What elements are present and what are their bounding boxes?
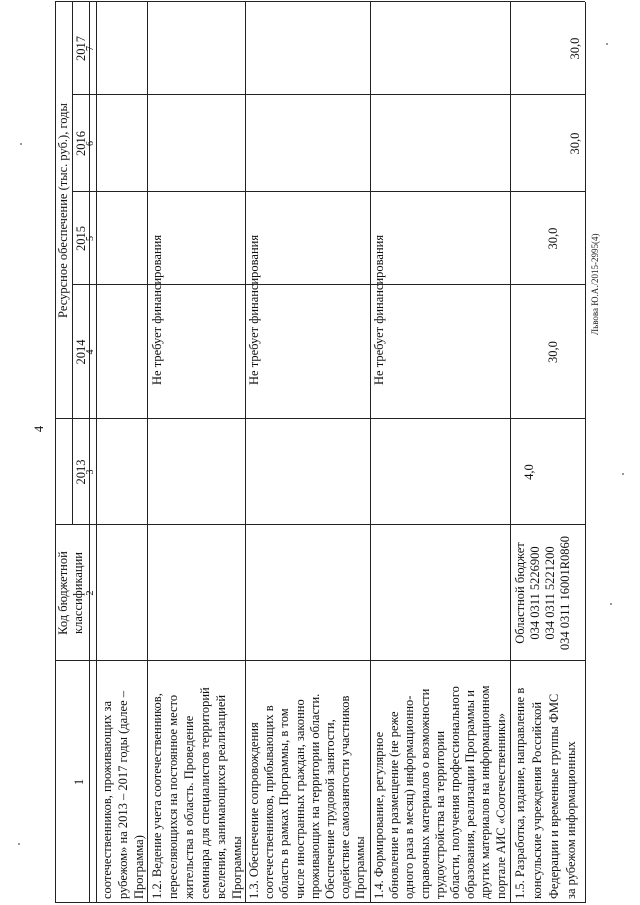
row-1-5-text (512, 663, 580, 899)
row-1-4-line: обновление и размещение (не реже (387, 711, 402, 899)
row-1-2-line: Программы (230, 836, 244, 899)
row-1-2-line: семинара для специалистов территорий (198, 687, 212, 899)
row-1-3-funding-note: Не требует финансирования (247, 234, 261, 385)
col7-number: 7 (85, 46, 96, 51)
year-sep-1 (55, 418, 585, 419)
row-1-3-line: область в рамках Программы, в том (277, 708, 292, 899)
table-border-left (55, 902, 585, 903)
scan-speck (20, 143, 22, 145)
row-1-5-line: консульские учреждения Российской (530, 701, 544, 899)
year-2017: 2017 (74, 36, 88, 61)
scan-speck (18, 843, 20, 845)
row-1-text (99, 663, 147, 899)
col2-header-text: Код бюджетной классификации (56, 551, 85, 635)
row-sep-1 (147, 2, 148, 903)
row-1-5-line: 1.5. Разработка, издание, направление в (513, 687, 527, 899)
row-1-3-line: содействие самозанятости участников (338, 695, 353, 899)
row-1-4-line: образования, реализации Программы и (463, 690, 478, 899)
year-sep-3 (72, 191, 585, 192)
year-sep-4 (72, 94, 585, 95)
row-1-4-line: трудоустройства на территории (432, 730, 447, 899)
table-border-bottom (585, 2, 586, 903)
row-1-2-funding-note: Не требует финансирования (150, 234, 164, 385)
row-1-4-line: одного раза в месяц) информационно- (402, 695, 417, 899)
value-2016: 30,0 (568, 132, 582, 155)
row-1-2-line: жительства в область. Проведение (182, 715, 196, 899)
numbers-bottom-line (96, 2, 97, 903)
budget-code-line: 034 0311 5226900 (528, 546, 542, 640)
row-sep-2 (245, 2, 246, 903)
budget-code-line: 034 0311 5221200 (543, 546, 557, 640)
year-2016: 2016 (74, 131, 88, 156)
scan-speck (622, 473, 624, 475)
row-1-4-funding-note: Не требует финансирования (372, 234, 386, 385)
budget-code-line: Областной бюджет (513, 542, 527, 644)
row-1-2-line: переселяющихся на постоянное место (166, 694, 180, 899)
resources-header: Ресурсное обеспечение (тыс. руб.), годы (56, 103, 70, 318)
year-sep-2 (72, 284, 585, 285)
header-sub-line (72, 2, 73, 525)
value-2014: 30,0 (546, 341, 560, 363)
col3-number: 3 (85, 469, 96, 475)
row-1-3-text (247, 663, 369, 899)
col1-header: 1 (72, 778, 86, 786)
page-number: 4 (32, 425, 46, 433)
row-1-2-line: вселения, занимающихся реализацией (214, 694, 228, 899)
row-1-line: соотечественников, проживающих за (100, 700, 114, 899)
row-1-3-line: Программы (353, 836, 368, 899)
row-1-5-codes (513, 529, 573, 657)
row-1-4-line: портале АИС «Соотечественники» (493, 713, 508, 899)
row-1-4-line: 1.4. Формирование, регулярное (372, 731, 386, 899)
scan-speck (606, 43, 608, 45)
col5-number: 5 (85, 236, 96, 241)
row-1-line: Программа) (132, 835, 146, 899)
row-sep-3 (370, 2, 371, 903)
row-1-3-line: Обеспечение трудовой занятости, (323, 719, 338, 899)
row-1-3-line: соотечественников, прибывающих в (262, 705, 277, 899)
row-sep-4 (510, 2, 511, 903)
row-1-5-line: за рубежом информационных (564, 741, 578, 899)
row-1-3-line: 1.3. Обеспечение сопровождения (247, 722, 261, 899)
col6-number: 6 (85, 141, 96, 146)
year-2015: 2015 (74, 226, 88, 251)
col-sep-1 (55, 660, 585, 661)
value-2015: 30,0 (546, 227, 560, 250)
row-1-line: рубежом» на 2013 – 2017 годы (далее – (116, 690, 130, 899)
table-border-right (55, 1, 585, 2)
row-1-5-line: Федерации и временные группы ФМС (547, 693, 561, 899)
budget-code-line: 034 0311 16001R0860 (558, 535, 572, 651)
row-1-3-line: проживающих на территории области. (307, 693, 322, 899)
col4-number: 4 (85, 349, 96, 355)
year-2014: 2014 (74, 339, 88, 365)
row-1-2-text (149, 663, 245, 899)
document-stamp: Львова Ю.А./2015-2995(4) (590, 233, 600, 335)
row-1-4-line: области, получения профессионального (448, 686, 463, 899)
row-1-2-line: 1.2. Ведение учета соотечественников, (150, 693, 164, 899)
row-1-3-line: числе иностранных граждан, законно (292, 699, 307, 899)
scan-speck (610, 603, 612, 605)
row-1-4-text (372, 663, 509, 899)
col-sep-2 (55, 524, 585, 525)
col2-number: 2 (85, 590, 96, 596)
year-2013: 2013 (74, 459, 88, 485)
value-2017: 30,0 (568, 37, 582, 60)
row-1-4-line: справочных материалов о возможности (417, 688, 432, 899)
value-2013: 4,0 (522, 464, 536, 480)
row-1-4-line: других материалов на информационном (478, 685, 493, 899)
col2-header (56, 525, 86, 661)
